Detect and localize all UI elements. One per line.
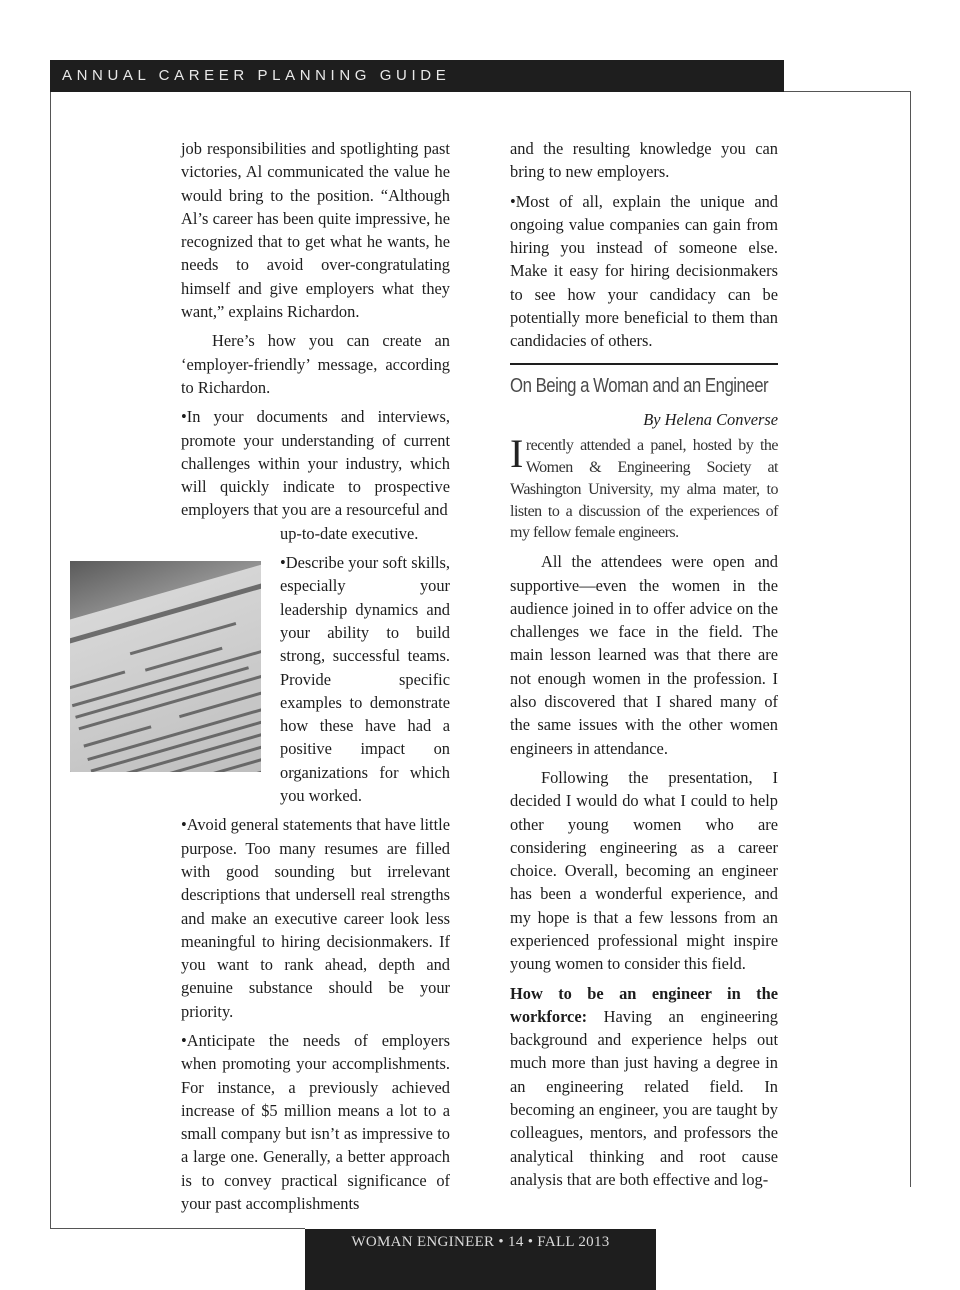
body-paragraph: and the resulting knowledge you can bring to new employers.	[510, 139, 778, 182]
intro-paragraph	[510, 431, 778, 544]
footer-issue: FALL 2013	[537, 1234, 610, 1250]
drop-cap: I	[510, 431, 523, 477]
frame-line-bottom	[50, 1228, 305, 1229]
right-column	[510, 137, 778, 1197]
section-divider	[510, 363, 778, 365]
article-byline: By Helena Converse	[643, 409, 778, 429]
footer-separator: •	[498, 1234, 509, 1250]
footer-publication: WOMAN ENGINEER	[351, 1234, 495, 1250]
body-paragraph: Here’s how you can create an ‘employer-friendly’ message, according to Richardon.	[181, 331, 450, 397]
frame-line-left	[50, 92, 51, 1229]
body-text: Having an engineering background and experience helps out much more than just having a degree in an engineering related field. In becoming an engineer, you are taught by colleagues, mentors, and professors the analytical thinking and root cause analysis that are both effective and log-	[510, 1006, 778, 1189]
frame-line-right	[910, 91, 911, 1187]
bullet-paragraph: •Anticipate the needs of employers when promoting your accomplishments. For instance, a previously achieved increase of $5 million means a lot to a small company but isn’t as impressive to a large one. Generally, a better approach is to convey practical significance of your past accomplishments	[181, 1030, 450, 1214]
section-header-title: ANNUAL CAREER PLANNING GUIDE	[62, 67, 451, 84]
left-column	[181, 137, 450, 1221]
intro-text: recently attended a panel, hosted by the Women & Engineering Society at Washington University, my alma mater, to listen to a discussion of the experiences of my fellow female engineers.	[510, 437, 778, 542]
footer-page-number: 14	[508, 1234, 524, 1250]
article-title: On Being a Woman and an Engineer	[510, 374, 769, 397]
bullet-paragraph: •Describe your soft skills, especially your leadership dynamics and your ability to build strong, successful teams. Provide specific examples to demonstrate how these have had a positive impact on organizations for which you worked.	[280, 553, 450, 806]
body-paragraph: Following the presentation, I decided I would do what I could to help other young women who are considering engineering as a career choice. Overall, becoming an engineer has been a wonderful experience, and my hope is that a few lessons from an experienced professional might inspire young women to consider this field.	[510, 767, 778, 974]
body-paragraph	[510, 982, 778, 1192]
bullet-paragraph: •Avoid general statements that have little purpose. Too many resumes are filled with good sounding but irrelevant descriptions that undersell real strengths and make an executive career look less meaningful to hiring decisionmakers. If you want to rank ahead, depth and genuine substance should be your priority.	[181, 815, 450, 1021]
section-header-bar	[50, 60, 784, 92]
subheading-inline: How to be an engineer in the workforce:	[510, 983, 778, 1026]
footer-separator: •	[527, 1234, 538, 1250]
bullet-paragraph: •In your documents and interviews, promote your understanding of current challenges within your industry, which will quickly indicate to prospective employers that you are a resourceful and	[181, 407, 450, 520]
page-footer	[305, 1229, 656, 1290]
body-paragraph: job responsibilities and spotlighting past victories, Al communicated the value he would bring to the position. “Although Al’s career has been quite impressive, he recognized that to get what he wants, he needs to avoid over-congratulating himself and give employers what they want,” explains Richardon.	[181, 139, 450, 322]
body-paragraph: All the attendees were open and supportive—even the women in the audience joined in to offer advice on the challenges we face in the field. The main lesson learned was that there are not enough women in the profession. I also discovered that I shared many of the same issues with the other women engineers in attendance.	[510, 552, 778, 758]
bullet-paragraph: •Most of all, explain the unique and ongoing value companies can gain from hiring you instead of someone else. Make it easy for hiring decisionmakers to see how your candidacy can be potentially more beneficial to them than candidacies of others.	[510, 191, 778, 351]
bullet-paragraph-continued: up-to-date executive.	[280, 523, 419, 543]
frame-line-top	[784, 91, 911, 92]
